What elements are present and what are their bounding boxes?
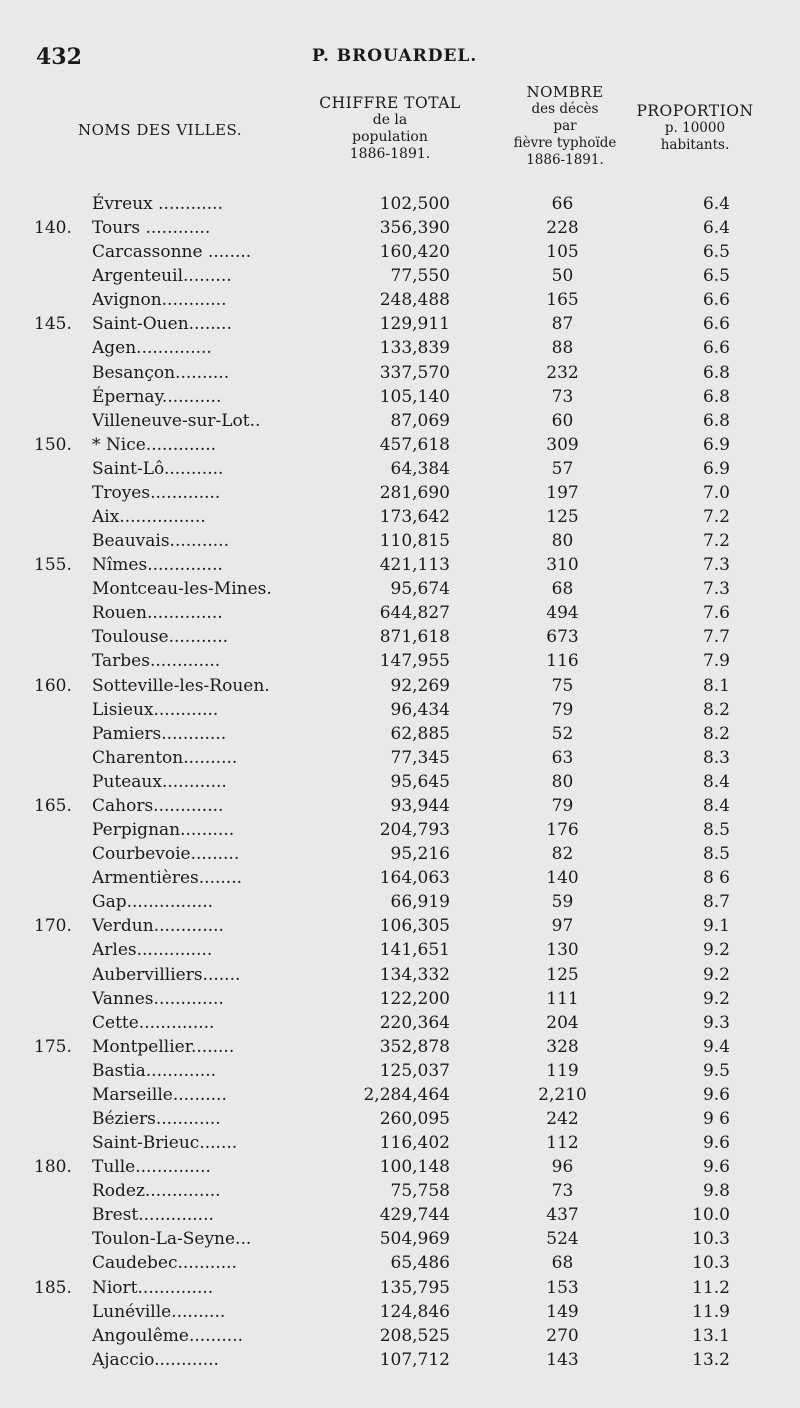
- table-row: [0, 1300, 800, 1324]
- proportion-value: 7.3: [702, 579, 730, 600]
- city-name: Sotteville-les-Rouen.: [92, 675, 270, 696]
- proportion-value: 10.0: [692, 1205, 730, 1226]
- header-deaths-line: par: [553, 118, 577, 134]
- proportion-value: 8.2: [702, 699, 730, 720]
- table-row: [0, 746, 800, 770]
- city-name: Lunéville..........: [92, 1301, 226, 1322]
- proportion-value: 8.5: [702, 820, 730, 841]
- proportion-value: 9.8: [702, 1181, 730, 1202]
- deaths-value: 437: [546, 1205, 579, 1226]
- city-name: Saint-Brieuc.......: [92, 1133, 238, 1154]
- table-row: [0, 433, 800, 457]
- proportion-value: 10.3: [692, 1253, 730, 1274]
- city-name: Argenteuil.........: [92, 266, 232, 287]
- table-row: [0, 457, 800, 481]
- proportion-value: 9.6: [702, 1084, 730, 1105]
- table-row: [0, 1203, 800, 1227]
- proportion-value: 9.4: [702, 1036, 730, 1057]
- deaths-value: 153: [546, 1277, 579, 1298]
- city-name: Courbevoie.........: [92, 844, 240, 865]
- table-row: [0, 1227, 800, 1251]
- deaths-value: 52: [551, 723, 574, 744]
- table-row: [0, 216, 800, 240]
- deaths-value: 68: [551, 1253, 574, 1274]
- deaths-value: 270: [546, 1325, 579, 1346]
- city-name: Charenton..........: [92, 747, 238, 768]
- row-number: 145.: [34, 314, 72, 335]
- population-value: 134,332: [379, 964, 450, 985]
- city-name: Armentières........: [92, 868, 243, 889]
- deaths-value: 130: [546, 940, 579, 961]
- table-row: [0, 1179, 800, 1203]
- city-name: * Nice.............: [92, 434, 217, 455]
- city-name: Niort..............: [92, 1277, 214, 1298]
- proportion-value: 8 6: [702, 868, 730, 889]
- population-value: 66,919: [390, 892, 450, 913]
- table-row: [0, 1348, 800, 1372]
- proportion-value: 6.5: [702, 266, 730, 287]
- population-value: 116,402: [379, 1133, 450, 1154]
- city-name: Carcassonne ........: [92, 242, 252, 263]
- header-proportion-line: habitants.: [660, 137, 730, 153]
- table-row: [0, 240, 800, 264]
- header-deaths-line: 1886-1891.: [526, 152, 604, 168]
- population-value: 337,570: [379, 362, 450, 383]
- city-name: Montceau-les-Mines.: [92, 579, 272, 600]
- proportion-value: 6.6: [702, 314, 730, 335]
- deaths-value: 232: [546, 362, 579, 383]
- table-row: [0, 481, 800, 505]
- population-value: 429,744: [379, 1205, 450, 1226]
- proportion-value: 6.9: [702, 458, 730, 479]
- table-row: [0, 890, 800, 914]
- population-value: 95,645: [390, 771, 450, 792]
- city-name: Villeneuve-sur-Lot..: [92, 410, 261, 431]
- table-row: [0, 192, 800, 216]
- city-name: Toulouse...........: [92, 627, 229, 648]
- deaths-value: 176: [546, 820, 579, 841]
- population-value: 260,095: [379, 1108, 450, 1129]
- table-row: [0, 938, 800, 962]
- deaths-value: 80: [551, 771, 574, 792]
- deaths-value: 204: [546, 1012, 579, 1033]
- deaths-value: 197: [546, 482, 579, 503]
- population-value: 106,305: [379, 916, 450, 937]
- row-number: 140.: [34, 218, 72, 239]
- city-name: Béziers............: [92, 1108, 221, 1129]
- table-row: [0, 288, 800, 312]
- header-proportion-line: PROPORTION: [636, 102, 754, 120]
- city-name: Épernay...........: [92, 386, 222, 407]
- city-name: Brest..............: [92, 1205, 214, 1226]
- deaths-value: 140: [546, 868, 579, 889]
- deaths-value: 143: [546, 1349, 579, 1370]
- table-row: [0, 336, 800, 360]
- population-value: 95,216: [390, 844, 450, 865]
- city-name: Montpellier........: [92, 1036, 235, 1057]
- population-value: 75,758: [390, 1181, 450, 1202]
- deaths-value: 119: [546, 1060, 579, 1081]
- population-value: 281,690: [379, 482, 450, 503]
- deaths-value: 96: [551, 1157, 574, 1178]
- population-value: 96,434: [390, 699, 450, 720]
- proportion-value: 13.2: [692, 1349, 730, 1370]
- table-row: [0, 1131, 800, 1155]
- table-row: [0, 1276, 800, 1300]
- population-value: 65,486: [390, 1253, 450, 1274]
- table-row: [0, 1324, 800, 1348]
- table-row: [0, 264, 800, 288]
- table-row: [0, 794, 800, 818]
- population-value: 77,345: [390, 747, 450, 768]
- table-row: [0, 1035, 800, 1059]
- population-value: 160,420: [379, 242, 450, 263]
- table-row: [0, 1011, 800, 1035]
- proportion-value: 7.9: [702, 651, 730, 672]
- city-name: Arles..............: [92, 940, 213, 961]
- population-value: 173,642: [379, 507, 450, 528]
- proportion-value: 7.2: [702, 507, 730, 528]
- header-deaths-line: NOMBRE: [526, 83, 604, 101]
- proportion-value: 9.2: [702, 988, 730, 1009]
- city-table: [0, 192, 800, 1372]
- city-name: Tours ............: [92, 218, 211, 239]
- row-number: 155.: [34, 555, 72, 576]
- city-name: Nîmes..............: [92, 555, 223, 576]
- header-population-line: CHIFFRE TOTAL: [319, 94, 461, 112]
- deaths-value: 673: [546, 627, 579, 648]
- table-row: [0, 1251, 800, 1275]
- table-row: [0, 722, 800, 746]
- proportion-value: 8.1: [702, 675, 730, 696]
- row-number: 175.: [34, 1036, 72, 1057]
- population-value: 62,885: [390, 723, 450, 744]
- population-value: 871,618: [379, 627, 450, 648]
- city-name: Cahors.............: [92, 795, 224, 816]
- city-name: Agen..............: [92, 338, 212, 359]
- city-name: Marseille..........: [92, 1084, 227, 1105]
- population-value: 164,063: [379, 868, 450, 889]
- row-number: 150.: [34, 434, 72, 455]
- deaths-value: 242: [546, 1108, 579, 1129]
- population-value: 77,550: [390, 266, 450, 287]
- population-value: 147,955: [379, 651, 450, 672]
- table-row: [0, 698, 800, 722]
- table-row: [0, 409, 800, 433]
- header-population-line: 1886-1891.: [349, 146, 431, 162]
- proportion-value: 9 6: [702, 1108, 730, 1129]
- deaths-value: 68: [551, 579, 574, 600]
- header-population-line: de la: [372, 112, 408, 128]
- proportion-value: 6.8: [702, 386, 730, 407]
- deaths-value: 59: [551, 892, 574, 913]
- population-value: 135,795: [379, 1277, 450, 1298]
- population-value: 504,969: [379, 1229, 450, 1250]
- city-name: Perpignan..........: [92, 820, 235, 841]
- deaths-value: 125: [546, 964, 579, 985]
- population-value: 457,618: [379, 434, 450, 455]
- proportion-value: 6.4: [702, 218, 730, 239]
- proportion-value: 8.5: [702, 844, 730, 865]
- population-value: 64,384: [390, 458, 450, 479]
- population-value: 352,878: [379, 1036, 450, 1057]
- proportion-value: 13.1: [692, 1325, 730, 1346]
- city-name: Rouen..............: [92, 603, 223, 624]
- deaths-value: 111: [546, 988, 579, 1009]
- deaths-value: 494: [546, 603, 579, 624]
- city-name: Bastia.............: [92, 1060, 217, 1081]
- row-number: 165.: [34, 795, 72, 816]
- table-row: [0, 1059, 800, 1083]
- proportion-value: 6.5: [702, 242, 730, 263]
- table-row: [0, 625, 800, 649]
- city-name: Tarbes.............: [92, 651, 221, 672]
- proportion-value: 9.3: [702, 1012, 730, 1033]
- proportion-value: 7.7: [702, 627, 730, 648]
- city-name: Besançon..........: [92, 362, 230, 383]
- header-deaths-line: fièvre typhoïde: [513, 135, 617, 151]
- header-proportion-line: p. 10000: [664, 120, 726, 136]
- table-row: [0, 361, 800, 385]
- proportion-value: 8.7: [702, 892, 730, 913]
- table-row: [0, 914, 800, 938]
- population-value: 105,140: [379, 386, 450, 407]
- table-row: [0, 529, 800, 553]
- proportion-value: 9.2: [702, 940, 730, 961]
- city-name: Évreux ............: [92, 194, 223, 214]
- table-row: [0, 842, 800, 866]
- proportion-value: 8.2: [702, 723, 730, 744]
- deaths-value: 88: [551, 338, 574, 359]
- city-name: Toulon-La-Seyne...: [92, 1229, 252, 1250]
- table-row: [0, 866, 800, 890]
- row-number: 160.: [34, 675, 72, 696]
- population-value: 208,525: [379, 1325, 450, 1346]
- population-value: 110,815: [379, 531, 450, 552]
- proportion-value: 11.9: [692, 1301, 730, 1322]
- city-name: Pamiers............: [92, 723, 227, 744]
- table-row: [0, 963, 800, 987]
- table-row: [0, 601, 800, 625]
- proportion-value: 9.6: [702, 1157, 730, 1178]
- deaths-value: 112: [546, 1133, 579, 1154]
- population-value: 129,911: [379, 314, 450, 335]
- proportion-value: 6.6: [702, 290, 730, 311]
- population-value: 102,500: [379, 194, 450, 214]
- running-head: P. BROUARDEL.: [312, 46, 478, 66]
- deaths-value: 80: [551, 531, 574, 552]
- proportion-value: 9.1: [702, 916, 730, 937]
- table-row: [0, 1155, 800, 1179]
- city-name: Avignon............: [92, 290, 227, 311]
- deaths-value: 63: [551, 747, 574, 768]
- population-value: 124,846: [379, 1301, 450, 1322]
- row-number: 180.: [34, 1157, 72, 1178]
- population-value: 87,069: [390, 410, 450, 431]
- deaths-value: 82: [551, 844, 574, 865]
- deaths-value: 97: [551, 916, 574, 937]
- header-population-line: population: [352, 129, 428, 145]
- table-row: [0, 987, 800, 1011]
- deaths-value: 79: [551, 795, 574, 816]
- proportion-value: 8.4: [702, 795, 730, 816]
- proportion-value: 7.0: [702, 482, 730, 503]
- city-name: Vannes.............: [92, 988, 224, 1009]
- city-name: Tulle..............: [92, 1157, 211, 1178]
- row-number: 185.: [34, 1277, 72, 1298]
- header-population: [305, 95, 475, 163]
- city-name: Caudebec...........: [92, 1253, 237, 1274]
- population-value: 220,364: [379, 1012, 450, 1033]
- table-row: [0, 312, 800, 336]
- population-value: 644,827: [379, 603, 450, 624]
- population-value: 122,200: [379, 988, 450, 1009]
- proportion-value: 10.3: [692, 1229, 730, 1250]
- population-value: 93,944: [390, 795, 450, 816]
- population-value: 125,037: [379, 1060, 450, 1081]
- header-city-names: NOMS DES VILLES.: [78, 121, 242, 139]
- deaths-value: 60: [551, 410, 574, 431]
- header-deaths-line: des décès: [531, 101, 599, 117]
- city-name: Troyes.............: [92, 482, 221, 503]
- table-row: [0, 577, 800, 601]
- proportion-value: 6.9: [702, 434, 730, 455]
- deaths-value: 66: [551, 194, 574, 214]
- deaths-value: 73: [551, 1181, 574, 1202]
- city-name: Saint-Ouen........: [92, 314, 232, 335]
- deaths-value: 79: [551, 699, 574, 720]
- table-row: [0, 649, 800, 673]
- city-name: Rodez..............: [92, 1181, 221, 1202]
- proportion-value: 9.6: [702, 1133, 730, 1154]
- proportion-value: 7.3: [702, 555, 730, 576]
- population-value: 133,839: [379, 338, 450, 359]
- deaths-value: 87: [551, 314, 574, 335]
- header-deaths: [490, 84, 640, 169]
- population-value: 421,113: [379, 555, 450, 576]
- table-row: [0, 674, 800, 698]
- proportion-value: 8.3: [702, 747, 730, 768]
- proportion-value: 11.2: [692, 1277, 730, 1298]
- proportion-value: 7.2: [702, 531, 730, 552]
- proportion-value: 6.8: [702, 362, 730, 383]
- table-row: [0, 505, 800, 529]
- page-number: 432: [36, 44, 82, 70]
- deaths-value: 309: [546, 434, 579, 455]
- proportion-value: 6.8: [702, 410, 730, 431]
- population-value: 2,284,464: [363, 1084, 450, 1105]
- city-name: Lisieux............: [92, 699, 219, 720]
- city-name: Angoulême..........: [92, 1325, 244, 1346]
- proportion-value: 6.4: [702, 194, 730, 214]
- city-name: Beauvais...........: [92, 531, 229, 552]
- population-value: 107,712: [379, 1349, 450, 1370]
- table-row: [0, 1107, 800, 1131]
- deaths-value: 57: [551, 458, 574, 479]
- population-value: 248,488: [379, 290, 450, 311]
- city-name: Puteaux............: [92, 771, 227, 792]
- deaths-value: 149: [546, 1301, 579, 1322]
- deaths-value: 73: [551, 386, 574, 407]
- population-value: 100,148: [379, 1157, 450, 1178]
- table-row: [0, 1083, 800, 1107]
- deaths-value: 2,210: [538, 1084, 587, 1105]
- deaths-value: 50: [551, 266, 574, 287]
- deaths-value: 105: [546, 242, 579, 263]
- proportion-value: 6.6: [702, 338, 730, 359]
- deaths-value: 524: [546, 1229, 579, 1250]
- header-proportion: [630, 103, 760, 154]
- table-row: [0, 385, 800, 409]
- population-value: 141,651: [379, 940, 450, 961]
- table-row: [0, 770, 800, 794]
- city-name: Gap................: [92, 892, 214, 913]
- proportion-value: 9.5: [702, 1060, 730, 1081]
- table-row: [0, 553, 800, 577]
- deaths-value: 116: [546, 651, 579, 672]
- city-name: Cette..............: [92, 1012, 215, 1033]
- city-name: Verdun.............: [92, 916, 224, 937]
- deaths-value: 75: [551, 675, 574, 696]
- deaths-value: 228: [546, 218, 579, 239]
- proportion-value: 8.4: [702, 771, 730, 792]
- population-value: 92,269: [390, 675, 450, 696]
- deaths-value: 328: [546, 1036, 579, 1057]
- proportion-value: 7.6: [702, 603, 730, 624]
- city-name: Saint-Lô...........: [92, 458, 224, 479]
- city-name: Aix................: [92, 507, 206, 528]
- deaths-value: 165: [546, 290, 579, 311]
- row-number: 170.: [34, 916, 72, 937]
- deaths-value: 125: [546, 507, 579, 528]
- city-name: Ajaccio............: [92, 1349, 219, 1370]
- city-name: Aubervilliers.......: [92, 964, 241, 985]
- population-value: 204,793: [379, 820, 450, 841]
- table-row: [0, 818, 800, 842]
- proportion-value: 9.2: [702, 964, 730, 985]
- population-value: 95,674: [390, 579, 450, 600]
- population-value: 356,390: [379, 218, 450, 239]
- deaths-value: 310: [546, 555, 579, 576]
